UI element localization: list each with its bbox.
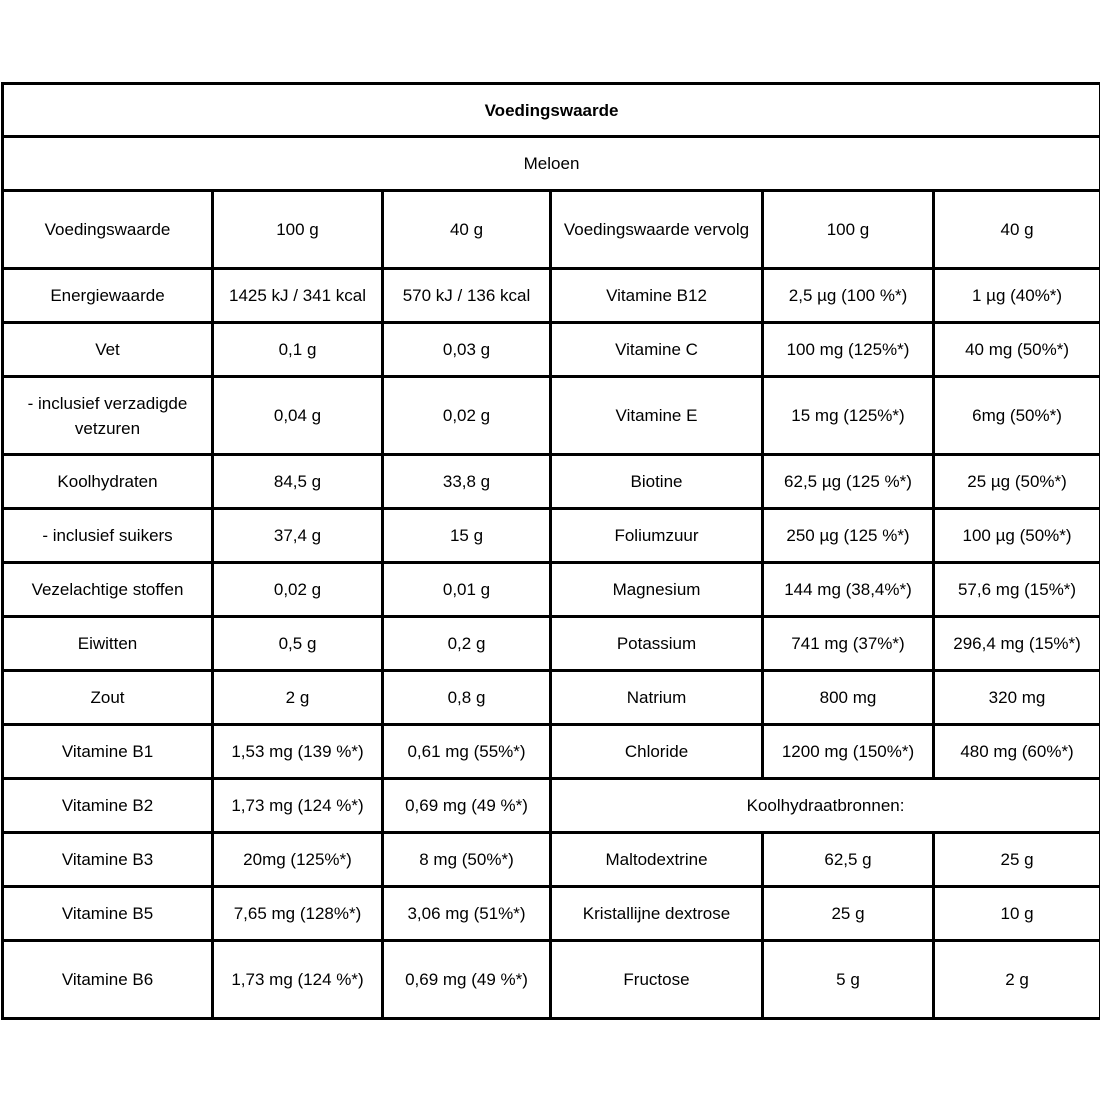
section-header-cell: Koolhydraatbronnen: — [551, 779, 1100, 833]
table-cell: 1,73 mg (124 %*) — [213, 779, 383, 833]
table-cell: 250 µg (125 %*) — [763, 509, 934, 563]
table-cell: 25 g — [763, 887, 934, 941]
table-cell: Vet — [3, 323, 213, 377]
table-cell: 15 mg (125%*) — [763, 377, 934, 455]
table-cell: - inclusief suikers — [3, 509, 213, 563]
table-cell: Chloride — [551, 725, 763, 779]
table-cell: 10 g — [934, 887, 1100, 941]
table-cell: 0,02 g — [383, 377, 551, 455]
table-cell: Kristallijne dextrose — [551, 887, 763, 941]
column-header: 100 g — [763, 191, 934, 269]
table-row — [3, 779, 1100, 833]
table-cell: 25 g — [934, 833, 1100, 887]
table-cell: 320 mg — [934, 671, 1100, 725]
table-cell: 0,69 mg (49 %*) — [383, 941, 551, 1019]
table-cell: Vitamine C — [551, 323, 763, 377]
table-row — [3, 377, 1100, 455]
table-cell: Eiwitten — [3, 617, 213, 671]
table-cell: 296,4 mg (15%*) — [934, 617, 1100, 671]
table-cell: 480 mg (60%*) — [934, 725, 1100, 779]
table-cell: 37,4 g — [213, 509, 383, 563]
table-cell: Fructose — [551, 941, 763, 1019]
table-cell: 0,5 g — [213, 617, 383, 671]
table-cell: 100 mg (125%*) — [763, 323, 934, 377]
table-cell: 0,69 mg (49 %*) — [383, 779, 551, 833]
table-cell: 3,06 mg (51%*) — [383, 887, 551, 941]
column-header: Voedingswaarde — [3, 191, 213, 269]
table-cell: 2 g — [213, 671, 383, 725]
table-row — [3, 455, 1100, 509]
table-title: Voedingswaarde — [3, 84, 1100, 137]
table-cell: Vitamine B3 — [3, 833, 213, 887]
table-cell: Biotine — [551, 455, 763, 509]
table-cell: 741 mg (37%*) — [763, 617, 934, 671]
table-cell: 62,5 µg (125 %*) — [763, 455, 934, 509]
table-cell: 570 kJ / 136 kcal — [383, 269, 551, 323]
table-cell: 62,5 g — [763, 833, 934, 887]
table-cell: Vitamine B1 — [3, 725, 213, 779]
table-cell: 1,73 mg (124 %*) — [213, 941, 383, 1019]
table-cell: 1425 kJ / 341 kcal — [213, 269, 383, 323]
table-cell: 2,5 µg (100 %*) — [763, 269, 934, 323]
table-row — [3, 887, 1100, 941]
table-cell: 0,01 g — [383, 563, 551, 617]
table-cell: Vezelachtige stoffen — [3, 563, 213, 617]
table-title-row — [3, 84, 1100, 137]
table-cell: Vitamine B12 — [551, 269, 763, 323]
table-row — [3, 323, 1100, 377]
table-cell: 0,1 g — [213, 323, 383, 377]
table-cell: Maltodextrine — [551, 833, 763, 887]
table-cell: 2 g — [934, 941, 1100, 1019]
table-cell: Magnesium — [551, 563, 763, 617]
table-row — [3, 725, 1100, 779]
table-cell: 800 mg — [763, 671, 934, 725]
table-cell: 144 mg (38,4%*) — [763, 563, 934, 617]
table-cell: 6mg (50%*) — [934, 377, 1100, 455]
table-cell: Natrium — [551, 671, 763, 725]
table-cell: Vitamine E — [551, 377, 763, 455]
table-subtitle-row — [3, 137, 1100, 191]
table-cell: 0,02 g — [213, 563, 383, 617]
table-cell: 0,8 g — [383, 671, 551, 725]
table-cell: Vitamine B2 — [3, 779, 213, 833]
table-cell: 1200 mg (150%*) — [763, 725, 934, 779]
table-cell: - inclusief verzadigde vetzuren — [3, 377, 213, 455]
table-cell: 0,04 g — [213, 377, 383, 455]
column-header: 40 g — [383, 191, 551, 269]
table-cell: 100 µg (50%*) — [934, 509, 1100, 563]
table-cell: 1 µg (40%*) — [934, 269, 1100, 323]
table-cell: Foliumzuur — [551, 509, 763, 563]
table-row — [3, 833, 1100, 887]
table-cell: Koolhydraten — [3, 455, 213, 509]
table-row — [3, 509, 1100, 563]
table-cell: 25 µg (50%*) — [934, 455, 1100, 509]
table-cell: 40 mg (50%*) — [934, 323, 1100, 377]
table-row — [3, 563, 1100, 617]
table-cell: 20mg (125%*) — [213, 833, 383, 887]
table-cell: Vitamine B6 — [3, 941, 213, 1019]
table-cell: Energiewaarde — [3, 269, 213, 323]
table-cell: 7,65 mg (128%*) — [213, 887, 383, 941]
column-header: Voedingswaarde vervolg — [551, 191, 763, 269]
table-cell: 0,03 g — [383, 323, 551, 377]
table-cell: 1,53 mg (139 %*) — [213, 725, 383, 779]
table-cell: 0,2 g — [383, 617, 551, 671]
column-header: 100 g — [213, 191, 383, 269]
table-header-row — [3, 191, 1100, 269]
table-cell: 84,5 g — [213, 455, 383, 509]
table-cell: Zout — [3, 671, 213, 725]
table-cell: 8 mg (50%*) — [383, 833, 551, 887]
table-cell: 33,8 g — [383, 455, 551, 509]
table-cell: Potassium — [551, 617, 763, 671]
table-cell: 57,6 mg (15%*) — [934, 563, 1100, 617]
table-cell: Vitamine B5 — [3, 887, 213, 941]
table-cell: 15 g — [383, 509, 551, 563]
table-row — [3, 941, 1100, 1019]
table-row — [3, 671, 1100, 725]
table-row — [3, 269, 1100, 323]
table-subtitle: Meloen — [3, 137, 1100, 191]
column-header: 40 g — [934, 191, 1100, 269]
table-cell: 5 g — [763, 941, 934, 1019]
table-cell: 0,61 mg (55%*) — [383, 725, 551, 779]
table-row — [3, 617, 1100, 671]
nutrition-table — [1, 82, 1100, 1020]
